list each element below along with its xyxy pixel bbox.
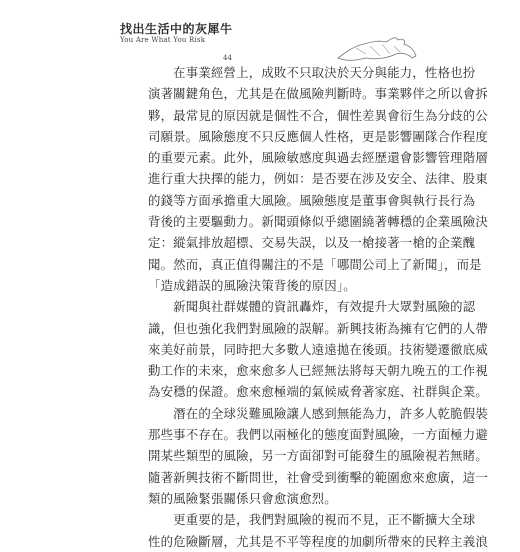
page-number: 44: [223, 54, 232, 62]
text-line: 的重要元素。此外，風險敏感度與過去經歷還會影響管理階層: [148, 150, 488, 166]
text-line: 為安穩的保證。愈來愈極端的氣候威脅著家庭、社群與企業。: [148, 384, 488, 400]
book-title: 找出生活中的灰犀牛: [120, 22, 233, 36]
text-line: 司願景。風險態度不只反應個人性格，更是影響團隊合作程度: [148, 128, 488, 144]
text-line: 潛在的全球災難風險讓人感到無能為力，許多人乾脆假裝: [148, 405, 488, 421]
text-line: 演著關鍵角色，尤其是在做風險判斷時。事業夥伴之所以會拆: [148, 86, 488, 102]
text-line: 識，但也強化我們對風險的誤解。新興技術為擁有它們的人帶: [148, 320, 488, 336]
text-line: 背後的主要驅動力。新聞頭條似乎總圍繞著轉穩的企業風險決: [148, 214, 488, 230]
text-line: 新聞與社群媒體的資訊轟炸，有效提升大眾對風險的認: [148, 299, 476, 315]
text-line: 在事業經營上，成敗不只取決於天分與能力，性格也扮: [148, 65, 476, 80]
text-line: 進行重大抉擇的能力，例如：是否要在涉及安全、法律、股東: [148, 171, 488, 187]
text-line: 開某些類型的風險，另一方面卻對可能發生的風險視若無睹。: [148, 448, 488, 464]
body-text: [148, 62, 488, 552]
text-line: 來美好前景，同時把大多數人遠遠拋在後頭。技術變遷徹底威: [148, 341, 488, 357]
text-line: 那些事不存在。我們以兩極化的態度面對風險，一方面極力避: [148, 427, 488, 443]
text-line: 動工作的未來，愈來愈多人已經無法將每天朝九晚五的工作視: [148, 363, 488, 379]
text-line: 「造成錯誤的風險決策背後的原因」。: [148, 277, 356, 293]
text-line: 更重要的是，我們對風險的視而不見，正不斷擴大全球: [148, 512, 476, 528]
text-line: 聞。然而，真正值得關注的不是「哪間公司上了新聞」，而是: [148, 256, 482, 272]
text-line: 定：縱氣排放超標、交易失誤，以及一槍接著一槍的企業醜: [148, 235, 476, 251]
text-line: 隨著新興技術不斷問世，社會受到衝擊的範圍愈來愈廣，這一: [148, 469, 488, 485]
text-line: 類的風險緊張關係只會愈演愈烈。: [148, 490, 337, 506]
text-line: 性的危險斷層，尤其是不平等程度的加劇所帶來的民粹主義浪: [148, 533, 488, 549]
text-line: 的錢等方面承擔重大風險。風險態度是董事會與執行長行為: [148, 192, 476, 208]
running-header: [118, 18, 418, 62]
text-line: 夥，最常見的原因就是個性不合，個性差異會衍生為分歧的公: [148, 107, 488, 123]
book-subtitle: You Are What You Risk: [120, 36, 206, 44]
